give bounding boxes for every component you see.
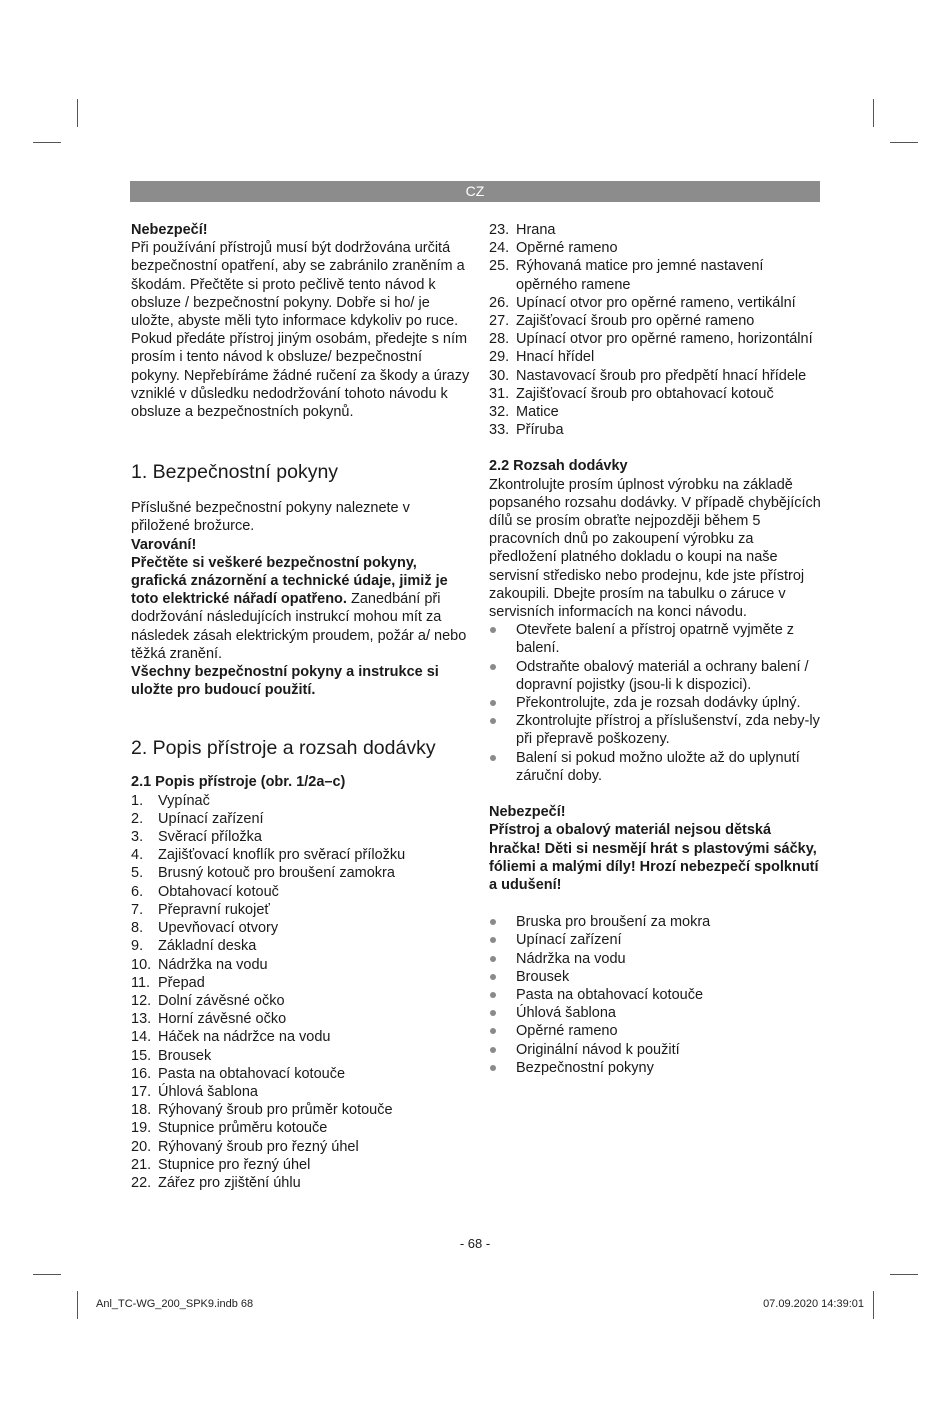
list-item [131, 846, 471, 864]
list-item [131, 1101, 471, 1119]
list-item [131, 1065, 471, 1083]
list-item [489, 330, 824, 348]
item-text: Rýhovaný šroub pro řezný úhel [158, 1138, 359, 1155]
bullet-item: Bruska pro broušení za mokra [489, 913, 824, 931]
crop-mark [77, 1291, 78, 1319]
item-text: Stupnice pro řezný úhel [158, 1156, 311, 1173]
item-number: 9. [131, 938, 144, 955]
list-item [131, 901, 471, 919]
bullet-item: Nádržka na vodu [489, 950, 824, 968]
item-text: Přepravní rukojeť [158, 901, 270, 918]
item-number: 4. [131, 847, 144, 864]
list-item [131, 1083, 471, 1101]
list-item [131, 792, 471, 810]
bullet-item: Originální návod k použití [489, 1041, 824, 1059]
right-column [489, 221, 824, 1077]
item-number: 10. [131, 956, 152, 973]
list-item [131, 974, 471, 992]
item-text: Hrana [516, 222, 556, 238]
list-item [489, 257, 824, 293]
bullet-item: Pasta na obtahovací kotouče [489, 986, 824, 1004]
item-text: Příruba [516, 422, 564, 439]
bullet-item: Překontrolujte, zda je rozsah dodávky úplný. [489, 694, 824, 712]
scope-text: Zkontrolujte prosím úplnost výrobku na základě popsaného rozsahu dodávky. V případě chybějících dílů se prosím obraťte nejpozději během 5 pracovních dnů po zakoupení výrobku za předložení platného dokladu o koupi na naše servisní středisko nebo prodejnu, kde jste přístroj zakoupili. Dbejte prosím na tabulku o záruce v servisních informacích na konci návodu. [489, 476, 821, 621]
danger-title-2: Nebezpečí! [489, 804, 566, 821]
list-item [131, 883, 471, 901]
section-heading-description: 2. Popis přístroje a rozsah dodávky [131, 737, 436, 760]
item-number: 19. [131, 1120, 152, 1137]
list-item [131, 919, 471, 937]
item-text: Rýhovaný šroub pro průměr kotouče [158, 1102, 393, 1119]
item-text: Obtahovací kotouč [158, 883, 279, 900]
list-item [131, 828, 471, 846]
bullet-item: Balení si pokud možno uložte až do uplynutí záruční doby. [489, 749, 824, 785]
subheading-scope-of-delivery: 2.2 Rozsah dodávky [489, 458, 628, 475]
item-number: 6. [131, 883, 144, 900]
bullet-item: Úhlová šablona [489, 1004, 824, 1022]
list-item [489, 367, 824, 385]
bullet-item: Bezpečnostní pokyny [489, 1059, 824, 1077]
crop-mark [33, 142, 61, 143]
parts-list-continued [489, 221, 824, 439]
item-text: Matice [516, 404, 559, 421]
list-item [131, 956, 471, 974]
list-item [489, 348, 824, 366]
list-item [131, 1138, 471, 1156]
item-number: 20. [131, 1138, 152, 1155]
item-text: Pasta na obtahovací kotouče [158, 1065, 346, 1082]
item-text: Nádržka na vodu [158, 956, 268, 973]
parts-list [131, 792, 471, 1192]
bullet-item: Zkontrolujte přístroj a příslušenství, zda neby-ly při přepravě poškozeny. [489, 712, 824, 748]
item-number: 30. [489, 367, 510, 384]
language-header-bar: CZ [130, 181, 820, 202]
item-number: 24. [489, 240, 510, 257]
item-number: 31. [489, 385, 510, 402]
left-column [131, 221, 471, 1192]
item-text: Upínací zařízení [158, 810, 264, 827]
section-heading-safety: 1. Bezpečnostní pokyny [131, 461, 339, 484]
crop-mark [873, 99, 874, 127]
bullet-item: Otevřete balení a přístroj opatrně vyjměte z balení. [489, 621, 824, 657]
bullet-item: Opěrné rameno [489, 1022, 824, 1040]
item-text: Zajišťovací šroub pro obtahovací kotouč [516, 385, 774, 402]
item-number: 3. [131, 829, 144, 846]
bullet-item: Upínací zařízení [489, 931, 824, 949]
warning-bold-text: Přečtěte si veškeré bezpečnostní pokyny, grafická znázornění a technické údaje, jimiž je toto elektrické nářadí opatřeno. [131, 554, 448, 608]
item-number: 27. [489, 313, 510, 330]
item-number: 8. [131, 920, 144, 937]
item-number: 17. [131, 1083, 152, 1100]
item-number: 33. [489, 422, 510, 439]
list-item [131, 1028, 471, 1046]
item-number: 11. [131, 974, 151, 991]
list-item [131, 810, 471, 828]
list-item [489, 294, 824, 312]
page-number: - 68 - [459, 1236, 491, 1251]
item-number: 28. [489, 331, 510, 348]
item-text: Brusný kotouč pro broušení zamokra [158, 865, 395, 882]
crop-mark [33, 1274, 61, 1275]
danger-text-2: Přístroj a obalový materiál nejsou dětská hračka! Děti si nesmějí hrát s plastovými sáčky, fóliemi a malými díly! Hrozí nebezpečí spolknutí a udušení! [489, 822, 819, 893]
footer-filename: Anl_TC-WG_200_SPK9.indb 68 [96, 1298, 254, 1310]
list-item [131, 1119, 471, 1137]
crop-mark [890, 1274, 918, 1275]
bullet-item: Brousek [489, 968, 824, 986]
bullet-item: Odstraňte obalový materiál a ochrany balení / dopravní pojistky (jsou-li k dispozici). [489, 658, 824, 694]
item-text: Stupnice průměru kotouče [158, 1120, 328, 1137]
item-text: Opěrné rameno [516, 240, 618, 257]
item-text: Hnací hřídel [516, 349, 595, 366]
item-text: Upínací otvor pro opěrné rameno, vertikální [516, 294, 796, 311]
item-text: Přepad [158, 974, 205, 991]
crop-mark [77, 99, 78, 127]
item-text: Upínací otvor pro opěrné rameno, horizontální [516, 331, 813, 348]
delivery-contents-list [489, 913, 824, 1077]
item-number: 22. [131, 1174, 152, 1191]
list-item [131, 864, 471, 882]
item-number: 23. [489, 222, 510, 238]
item-number: 14. [131, 1029, 152, 1046]
crop-mark [890, 142, 918, 143]
warning-text: Zanedbání při dodržování následujících instrukcí mohou mít za následek zásah elektrickým proudem, požár a/ nebo těžká zranění. [131, 591, 467, 662]
item-number: 25. [489, 258, 510, 275]
list-item [489, 312, 824, 330]
item-text: Vypínač [158, 792, 210, 809]
item-number: 5. [131, 865, 144, 882]
list-item [131, 1156, 471, 1174]
item-text: Brousek [158, 1047, 212, 1064]
list-item [131, 992, 471, 1010]
item-number: 15. [131, 1047, 152, 1064]
item-text: Zářez pro zjištění úhlu [158, 1174, 301, 1191]
list-item [131, 1047, 471, 1065]
item-number: 21. [131, 1156, 152, 1173]
item-text: Úhlová šablona [158, 1083, 258, 1100]
item-number: 2. [131, 810, 144, 827]
item-number: 26. [489, 294, 510, 311]
item-number: 29. [489, 349, 510, 366]
item-text: Háček na nádržce na vodu [158, 1029, 331, 1046]
keep-instructions: Všechny bezpečnostní pokyny a instrukce si uložte pro budoucí použití. [131, 664, 439, 699]
item-text: Základní deska [158, 938, 257, 955]
item-text: Dolní závěsné očko [158, 992, 285, 1009]
item-text: Rýhovaná matice pro jemné nastavení opěrného ramene [516, 258, 764, 293]
danger-text: Při používání přístrojů musí být dodržována určitá bezpečnostní opatření, aby se zabránilo zraněním a škodám. Přečtěte si proto pečlivě tento návod k obsluze / bezpečnostní pokyny. Dobře si ho/ je uložte, abyste měli tyto informace kdykoliv po ruce. Pokud předáte přístroj jiným osobám, předejte s ním prosím i tento návod k obsluze/ bezpečnostní pokyny. Nepřebíráme žádné ručení za škody a úrazy vzniklé v důsledku nedodržování tohoto návodu k obsluze a bezpečnostních pokynů. [131, 240, 470, 421]
crop-mark [873, 1291, 874, 1319]
unpacking-steps-list [489, 621, 824, 785]
item-text: Horní závěsné očko [158, 1011, 287, 1028]
warning-paragraph [131, 554, 471, 663]
safety-intro: Příslušné bezpečnostní pokyny naleznete v přiložené brožurce. [131, 500, 410, 535]
item-text: Zajišťovací šroub pro opěrné rameno [516, 313, 755, 330]
list-item [131, 937, 471, 955]
list-item [489, 421, 824, 439]
footer-timestamp: 07.09.2020 14:39:01 [763, 1298, 864, 1310]
list-item [131, 1174, 471, 1192]
list-item [131, 1010, 471, 1028]
item-number: 16. [131, 1065, 152, 1082]
item-number: 1. [131, 792, 144, 809]
item-text: Zajišťovací knoflík pro svěrací příložku [158, 847, 406, 864]
danger-title: Nebezpečí! [131, 222, 208, 238]
subheading-device-description: 2.1 Popis přístroje (obr. 1/2a–c) [131, 774, 346, 791]
item-number: 32. [489, 404, 510, 421]
item-number: 13. [131, 1011, 152, 1028]
list-item [489, 239, 824, 257]
item-text: Svěrací příložka [158, 829, 262, 846]
item-number: 18. [131, 1102, 152, 1119]
list-item [489, 403, 824, 421]
item-text: Upevňovací otvory [158, 920, 279, 937]
item-number: 12. [131, 992, 152, 1009]
list-item [489, 385, 824, 403]
list-item [489, 221, 824, 239]
item-number: 7. [131, 901, 144, 918]
warning-title: Varování! [131, 536, 197, 553]
item-text: Nastavovací šroub pro předpětí hnací hřídele [516, 367, 807, 384]
